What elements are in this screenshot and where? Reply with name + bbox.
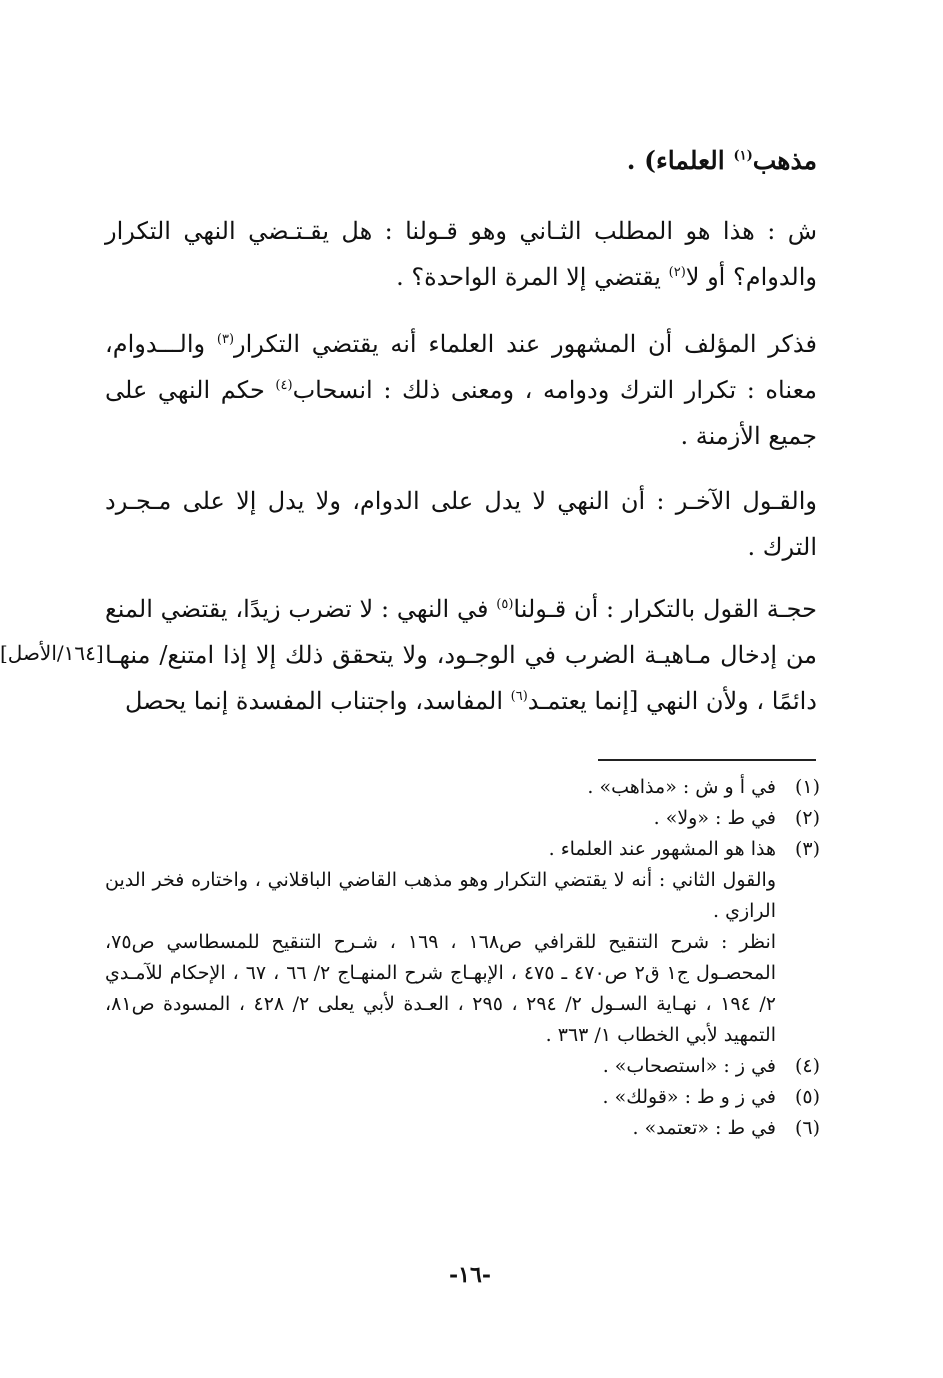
footnote-ref[interactable]: (١): [733, 148, 753, 164]
paragraph-text: والقـول الآخـر : أن النهي لا يدل على الدوام، ولا يدل إلا على مـجـرد الترك .: [105, 487, 817, 561]
footnote-continuation: [105, 927, 820, 1051]
footnote-number: (٣): [794, 838, 820, 860]
footnote-ref[interactable]: (٥): [496, 597, 514, 612]
footnote-ref[interactable]: (٣): [216, 332, 235, 347]
footnote-text: انظر : شرح التنقيح للقرافي ص١٦٨ ، ١٦٩ ، شـرح التنقيح للمسطاسي ص٧٥، المحصـول ج١ ق٢ ص٤٧٠ ـ ٤٧٥ ، الإبهـاج شرح المنهـاج ٢/ ٦٦ ، ٦٧ ، الإحكام للآمـدي ٢/ ١٩٤ ، نهـاية السـول ٢/ ٢٩٤ ، ٢٩٥ ، العـدة لأبي يعلى ٢/ ٤٢٨ ، المسودة ص٨١، التمهيد لأبي الخطاب ١/ ٣٦٣ .: [105, 931, 777, 1046]
footnote-continuation: [105, 865, 820, 927]
footnote-item: [105, 1051, 820, 1082]
margin-note: [١٦٤/الأصل]: [0, 641, 104, 665]
footnote-item: [105, 772, 820, 803]
paragraph-2: [105, 321, 817, 459]
footnote-text: في ز : «استصحاب» .: [602, 1055, 776, 1077]
footnote-item: [105, 1113, 820, 1144]
heading-text-after: العلماء) .: [626, 146, 725, 175]
heading-line: [105, 138, 817, 184]
footnote-text: في ط : «ولا» .: [653, 807, 776, 829]
paragraph-text: يقتضي إلا المرة الواحدة؟ .: [396, 263, 669, 291]
paragraph-text: حكم النهي على جميع الأزمنة .: [105, 376, 817, 450]
footnote-number: (٢): [794, 807, 820, 829]
footnote-item: [105, 803, 820, 834]
page-number: -١٦-: [449, 1262, 491, 1288]
paragraph-text: ش : هذا هو المطلب الثـاني وهو قـولنا : هل يقـتـضي النهي التكرار والدوام؟ أو لا: [105, 217, 817, 291]
paragraph-text: والـــدوام، معناه : تكرار الترك ودوامه ، ومعنى ذلك : انسحاب: [105, 330, 817, 404]
footnote-item: [105, 1082, 820, 1113]
paragraph-4: [105, 586, 817, 724]
footnotes-section: [105, 772, 820, 1144]
paragraph-text: في النهي : لا تضرب زيدًا، يقتضي المنع من إدخال مـاهيـة الضرب في الوجـود، ولا يتحقق ذلك إلا إذا امتنع/ منهـا دائمًا ، ولأن النهي [إنما يعتمـد: [105, 595, 817, 715]
paragraph-text: المفاسد، واجتناب المفسدة إنما يحصل: [124, 687, 511, 715]
footnote-item: [105, 834, 820, 865]
paragraph-3: [105, 478, 817, 570]
footnote-number: (١): [794, 776, 820, 798]
footnote-text: في ط : «تعتمد» .: [632, 1117, 776, 1139]
footnote-number: (٦): [794, 1117, 820, 1139]
paragraph-1: [105, 208, 817, 300]
footnote-text: والقول الثاني : أنه لا يقتضي التكرار وهو مذهب القاضي الباقلاني ، واختاره فخر الدين الرازي .: [105, 869, 776, 922]
footnote-text: في أ و ش : «مذاهب» .: [587, 776, 776, 798]
footnote-ref[interactable]: (٦): [510, 689, 528, 704]
footnote-number: (٤): [794, 1055, 820, 1077]
footnote-divider: [598, 759, 816, 761]
heading-text-before: مذهب: [752, 146, 817, 175]
footnote-number: (٥): [794, 1086, 820, 1108]
footnote-ref[interactable]: (٢): [668, 265, 686, 280]
footnote-ref[interactable]: (٤): [275, 378, 293, 393]
paragraph-text: فذكر المؤلف أن المشهور عند العلماء أنه يقتضي التكرار: [234, 330, 817, 358]
footnote-text: هذا هو المشهور عند العلماء .: [548, 838, 776, 860]
footnote-text: في ز و ط : «قولك» .: [602, 1086, 776, 1108]
paragraph-text: حجـة القول بالتكرار : أن قـولنا: [513, 595, 817, 623]
